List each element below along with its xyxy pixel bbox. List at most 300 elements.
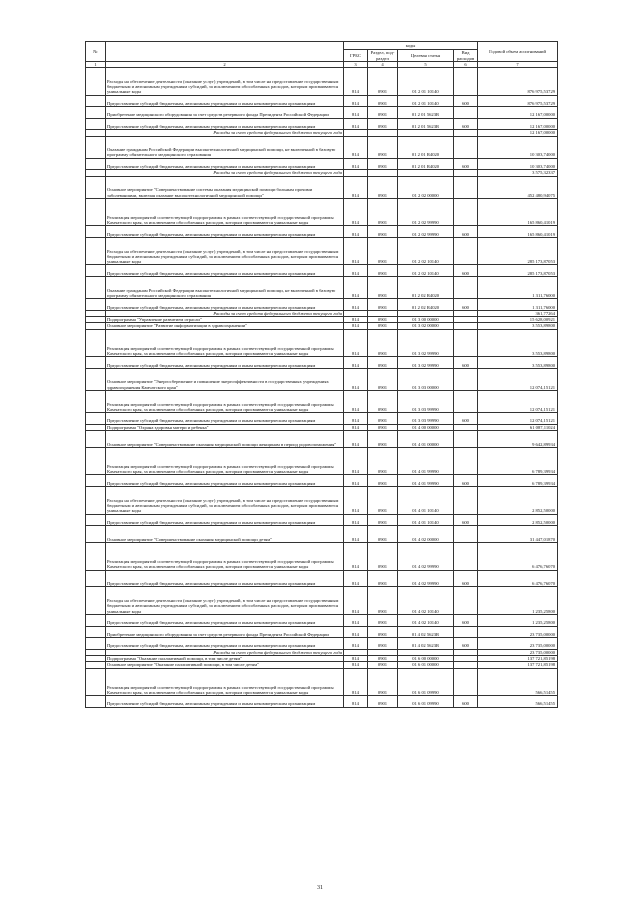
row-exp-type: 600: [454, 95, 478, 107]
row-number: [86, 543, 106, 571]
row-target: 01 2 02 10140: [398, 265, 454, 277]
table-row: [86, 107, 558, 119]
row-exp-type: 600: [454, 514, 478, 526]
row-target: 01 2 01 10140: [398, 95, 454, 107]
row-name: Оказание гражданам Российской Федерации высокотехнологичной медицинской помощи, не включенной в базовую программу обязательного медицинского страхования: [106, 136, 344, 158]
row-number: [86, 357, 106, 369]
row-grbs: 814: [344, 368, 368, 390]
row-amount: 6 789,39934: [478, 475, 558, 487]
row-name: Предоставление субсидий бюджетным, автономным учреждениям и иным некоммерческим организациям: [106, 265, 344, 277]
row-exp-type: [454, 176, 478, 198]
row-target: 01 2 02 R4020: [398, 277, 454, 299]
row-grbs: 814: [344, 638, 368, 650]
row-section: 0901: [368, 357, 398, 369]
row-amount: 12 074,15121: [478, 413, 558, 425]
row-amount: 12 167,00000: [478, 107, 558, 119]
column-number: 1: [86, 62, 106, 68]
row-amount: 15 628,00921: [478, 317, 558, 323]
row-amount: 31 447,01870: [478, 526, 558, 543]
row-amount: 10 303,74000: [478, 136, 558, 158]
row-section: 0901: [368, 226, 398, 238]
row-target: 01 2 02 99990: [398, 226, 454, 238]
row-name: Предоставление субсидий бюджетным, автономным учреждениям и иным некоммерческим организациям: [106, 413, 344, 425]
row-grbs: 814: [344, 136, 368, 158]
row-section: 0901: [368, 570, 398, 587]
row-target: 01 2 01 5623R: [398, 107, 454, 119]
row-section: 0901: [368, 368, 398, 390]
header-number: №: [86, 42, 106, 62]
row-amount: 1 235,25800: [478, 614, 558, 626]
row-section: 0901: [368, 323, 398, 329]
row-target: 01 4 02 00000: [398, 526, 454, 543]
row-name: Реализация мероприятий соответствующей подпрограммы в рамках соответствующей государственной программы Камчатского края, за исключением обособленных расходов, которым присваиваются уникальные коды: [106, 543, 344, 571]
row-exp-type: 600: [454, 265, 478, 277]
row-section: 0901: [368, 638, 398, 650]
table-row: [86, 543, 558, 571]
row-amount: 285 173,87053: [478, 237, 558, 265]
header-grbs: ГРБС: [344, 50, 368, 62]
row-section: 0901: [368, 136, 398, 158]
row-number: [86, 118, 106, 130]
table-row: [86, 329, 558, 357]
row-name: Предоставление субсидий бюджетным, автономным учреждениям и иным некоммерческим организациям: [106, 118, 344, 130]
table-row: [86, 475, 558, 487]
row-name: Оказание гражданам Российской Федерации высокотехнологичной медицинской помощи, не включенной в базовую программу обязательного медицинского страхования: [106, 277, 344, 299]
row-amount: 3 553,89800: [478, 329, 558, 357]
column-number: 2: [106, 62, 344, 68]
table-header: [86, 42, 558, 68]
row-grbs: 814: [344, 329, 368, 357]
row-name: Расходы за счет средств федерального бюджета текущего года: [106, 310, 344, 316]
table-row: [86, 68, 558, 96]
row-name: Предоставление субсидий бюджетным, автономным учреждениям и иным некоммерческим организациям: [106, 475, 344, 487]
row-grbs: 814: [344, 390, 368, 412]
row-number: [86, 68, 106, 96]
table-body: [86, 68, 558, 708]
header-section: Раздел, под-раздел: [368, 50, 398, 62]
row-grbs: 814: [344, 514, 368, 526]
row-grbs: 814: [344, 118, 368, 130]
row-section: 0901: [368, 431, 398, 448]
row-number: [86, 626, 106, 638]
column-number: 7: [478, 62, 558, 68]
table-row: [86, 614, 558, 626]
row-amount: 23 735,00000: [478, 638, 558, 650]
row-section: 0901: [368, 587, 398, 615]
row-section: 0901: [368, 514, 398, 526]
row-name: Расходы на обеспечение деятельности (оказание услуг) учреждений, в том числе на предоставление государственным бюджетным и автономным учреждениям субсидий, за исключением обособленных расходов, которым присваиваются уникальные коды: [106, 237, 344, 265]
row-exp-type: [454, 668, 478, 696]
table-row: [86, 198, 558, 226]
row-number: [86, 368, 106, 390]
row-grbs: 814: [344, 95, 368, 107]
row-number: [86, 413, 106, 425]
row-target: 01 2 02 R4020: [398, 299, 454, 311]
row-number: [86, 696, 106, 708]
row-name: Расходы на обеспечение деятельности (оказание услуг) учреждений, в том числе на предоставление государственным бюджетным и автономным учреждениям субсидий, за исключением обособленных расходов, которым присваиваются уникальные коды: [106, 68, 344, 96]
row-exp-type: 600: [454, 570, 478, 587]
table-row: [86, 357, 558, 369]
table-row: [86, 390, 558, 412]
row-amount: 3 575,32337: [478, 170, 558, 176]
row-section: 0901: [368, 526, 398, 543]
row-grbs: 814: [344, 357, 368, 369]
row-exp-type: 600: [454, 614, 478, 626]
row-target: 01 2 01 5623R: [398, 118, 454, 130]
row-target: 01 4 01 10140: [398, 514, 454, 526]
row-section: 0901: [368, 95, 398, 107]
row-name: Основное мероприятие "Энергосбережение и повышение энергоэффективности в государственных учреждениях здравоохранения Камчатского края": [106, 368, 344, 390]
row-grbs: 814: [344, 424, 368, 430]
row-amount: 3 553,89800: [478, 323, 558, 329]
row-number: [86, 265, 106, 277]
row-target: 01 6 01 00000: [398, 662, 454, 668]
row-name: Приобретение медицинского оборудования за счет средств резервного фонда Президента Российской Федерации: [106, 107, 344, 119]
row-section: 0901: [368, 413, 398, 425]
row-exp-type: [454, 107, 478, 119]
row-grbs: 814: [344, 475, 368, 487]
row-target: 01 3 03 99990: [398, 390, 454, 412]
row-section: 0901: [368, 277, 398, 299]
row-target: 01 3 02 99990: [398, 329, 454, 357]
table-row: [86, 118, 558, 130]
header-name: [106, 42, 344, 62]
row-amount: 165 860,41019: [478, 226, 558, 238]
row-exp-type: [454, 277, 478, 299]
row-exp-type: 600: [454, 357, 478, 369]
row-section: 0901: [368, 662, 398, 668]
row-name: Предоставление субсидий бюджетным, автономным учреждениям и иным некоммерческим организациям: [106, 299, 344, 311]
row-section: 0901: [368, 487, 398, 515]
row-amount: 1 235,25800: [478, 587, 558, 615]
row-name: Реализация мероприятий соответствующей подпрограммы в рамках соответствующей государственной программы Камчатского края, за исключением обособленных расходов, которым присваиваются уникальные коды: [106, 447, 344, 475]
row-target: 01 4 02 5623R: [398, 638, 454, 650]
table-row: [86, 265, 558, 277]
header-codes: коды: [344, 42, 478, 50]
table-row: [86, 570, 558, 587]
row-grbs: 814: [344, 526, 368, 543]
row-name: Предоставление субсидий бюджетным, автономным учреждениям и иным некоммерческим организациям: [106, 638, 344, 650]
row-amount: 9 642,89934: [478, 431, 558, 448]
row-name: Подпрограмма "Управление развитием отрасли": [106, 317, 344, 323]
table-row: [86, 413, 558, 425]
row-number: [86, 668, 106, 696]
row-grbs: 814: [344, 198, 368, 226]
row-section: 0901: [368, 390, 398, 412]
row-target: 01 3 03 99990: [398, 413, 454, 425]
header-amount: Годовой объем ассигнований: [478, 42, 558, 62]
row-name: Основное мероприятие "Развитие информатизации в здравоохранении": [106, 323, 344, 329]
row-exp-type: [454, 390, 478, 412]
row-name: Реализация мероприятий соответствующей подпрограммы в рамках соответствующей государственной программы Камчатского края, за исключением обособленных расходов, которым присваиваются уникальные коды: [106, 329, 344, 357]
row-exp-type: 600: [454, 158, 478, 170]
row-target: 01 3 00 00000: [398, 317, 454, 323]
row-exp-type: [454, 626, 478, 638]
table-row: [86, 368, 558, 390]
row-grbs: 814: [344, 668, 368, 696]
row-number: [86, 447, 106, 475]
row-amount: 452 480,94075: [478, 176, 558, 198]
row-exp-type: [454, 198, 478, 226]
row-exp-type: [454, 237, 478, 265]
row-section: 0901: [368, 198, 398, 226]
row-grbs: 814: [344, 587, 368, 615]
row-name: Приобретение медицинского оборудования за счет средств резервного фонда Президента Российской Федерации: [106, 626, 344, 638]
column-number: 6: [454, 62, 478, 68]
row-amount: 12 167,00000: [478, 118, 558, 130]
row-amount: 165 860,41019: [478, 198, 558, 226]
table-row: [86, 487, 558, 515]
row-number: [86, 526, 106, 543]
row-exp-type: [454, 68, 478, 96]
row-amount: 12 074,15121: [478, 368, 558, 390]
row-target: 01 2 02 10140: [398, 237, 454, 265]
row-target: 01 4 00 00000: [398, 424, 454, 430]
table-row: [86, 696, 558, 708]
row-exp-type: [454, 447, 478, 475]
row-amount: 2 852,50000: [478, 487, 558, 515]
row-number: [86, 431, 106, 448]
row-exp-type: 600: [454, 696, 478, 708]
table-row: [86, 447, 558, 475]
row-name: Расходы за счет средств федерального бюджета текущего года: [106, 649, 344, 655]
column-number: 4: [368, 62, 398, 68]
row-amount: 61 087,11024: [478, 424, 558, 430]
row-target: 01 6 01 09990: [398, 668, 454, 696]
table-row: [86, 526, 558, 543]
row-grbs: 814: [344, 68, 368, 96]
row-target: 01 4 02 5623R: [398, 626, 454, 638]
table-row: [86, 277, 558, 299]
row-section: 0901: [368, 424, 398, 430]
row-grbs: 814: [344, 487, 368, 515]
row-name: Расходы на обеспечение деятельности (оказание услуг) учреждений, в том числе на предоставление государственным бюджетным и автономным учреждениям субсидий, за исключением обособленных расходов, которым присваиваются уникальные коды: [106, 487, 344, 515]
row-section: 0901: [368, 668, 398, 696]
row-number: [86, 638, 106, 650]
row-section: 0901: [368, 299, 398, 311]
row-target: 01 2 01 R4020: [398, 136, 454, 158]
page-number: 31: [317, 885, 323, 891]
row-number: [86, 299, 106, 311]
row-name: Основное мероприятие "Совершенствование оказания медицинской помощи детям": [106, 526, 344, 543]
row-exp-type: [454, 329, 478, 357]
row-amount: 1 311,76000: [478, 299, 558, 311]
row-amount: 10 303,74000: [478, 158, 558, 170]
row-amount: 566,51455: [478, 696, 558, 708]
row-name: Реализация мероприятий соответствующей подпрограммы в рамках соответствующей государственной программы Камчатского края, за исключением обособленных расходов, которым присваиваются уникальные коды: [106, 390, 344, 412]
header-target: Целевая статья: [398, 50, 454, 62]
row-section: 0901: [368, 176, 398, 198]
row-name: Предоставление субсидий бюджетным, автономным учреждениям и иным некоммерческим организациям: [106, 570, 344, 587]
row-target: 01 4 02 99990: [398, 570, 454, 587]
row-name: Предоставление субсидий бюджетным, автономным учреждениям и иным некоммерческим организациям: [106, 514, 344, 526]
row-exp-type: [454, 543, 478, 571]
row-target: 01 6 00 00000: [398, 656, 454, 662]
row-name: Предоставление субсидий бюджетным, автономным учреждениям и иным некоммерческим организациям: [106, 696, 344, 708]
table-row: [86, 587, 558, 615]
row-grbs: 814: [344, 158, 368, 170]
row-target: 01 6 01 09990: [398, 696, 454, 708]
row-amount: 137 721,85198: [478, 662, 558, 668]
row-grbs: 814: [344, 176, 368, 198]
row-grbs: 814: [344, 323, 368, 329]
row-name: Предоставление субсидий бюджетным, автономным учреждениям и иным некоммерческим организациям: [106, 158, 344, 170]
row-name: Предоставление субсидий бюджетным, автономным учреждениям и иным некоммерческим организациям: [106, 357, 344, 369]
row-amount: 23 735,00000: [478, 626, 558, 638]
row-target: 01 4 01 00000: [398, 431, 454, 448]
row-target: 01 4 02 99990: [398, 543, 454, 571]
row-target: 01 4 02 10140: [398, 614, 454, 626]
row-amount: 23 735,00000: [478, 649, 558, 655]
table-row: [86, 176, 558, 198]
row-section: 0901: [368, 68, 398, 96]
row-target: 01 4 01 10140: [398, 487, 454, 515]
row-number: [86, 95, 106, 107]
row-exp-type: [454, 431, 478, 448]
column-number: 3: [344, 62, 368, 68]
row-number: [86, 176, 106, 198]
row-number: [86, 475, 106, 487]
row-number: [86, 570, 106, 587]
row-name: Подпрограмма "Охрана здоровья матери и ребенка": [106, 424, 344, 430]
row-name: Основное мероприятие "Совершенствование оказания медицинской помощи женщинам в период родовспоможения": [106, 431, 344, 448]
row-grbs: 814: [344, 696, 368, 708]
row-name: Основное мероприятие "Совершенствование системы оказания медицинской помощи больным прочими заболеваниями, включая оказание высокотехнологичной медицинской помощи": [106, 176, 344, 198]
row-number: [86, 158, 106, 170]
row-amount: 1 311,76000: [478, 277, 558, 299]
row-number: [86, 226, 106, 238]
row-grbs: 814: [344, 662, 368, 668]
table-row: [86, 514, 558, 526]
row-exp-type: 600: [454, 299, 478, 311]
row-amount: 566,51455: [478, 668, 558, 696]
row-grbs: 814: [344, 614, 368, 626]
row-target: 01 2 01 10140: [398, 68, 454, 96]
row-grbs: 814: [344, 265, 368, 277]
row-name: Расходы за счет средств федерального бюджета текущего года: [106, 170, 344, 176]
row-section: 0901: [368, 158, 398, 170]
row-exp-type: 600: [454, 413, 478, 425]
row-amount: 6 476,76070: [478, 570, 558, 587]
row-section: 0901: [368, 543, 398, 571]
row-grbs: 814: [344, 299, 368, 311]
row-name: Предоставление субсидий бюджетным, автономным учреждениям и иным некоммерческим организациям: [106, 226, 344, 238]
row-target: 01 2 01 R4020: [398, 158, 454, 170]
row-section: 0901: [368, 696, 398, 708]
row-grbs: 814: [344, 626, 368, 638]
table-row: [86, 626, 558, 638]
row-amount: 3 553,89800: [478, 357, 558, 369]
table-row: [86, 158, 558, 170]
row-exp-type: 600: [454, 226, 478, 238]
row-name: Реализация мероприятий соответствующей подпрограммы в рамках соответствующей государственной программы Камчатского края, за исключением обособленных расходов, которым присваиваются уникальные коды: [106, 668, 344, 696]
row-section: 0901: [368, 614, 398, 626]
column-number: 5: [398, 62, 454, 68]
row-amount: 6 476,76070: [478, 543, 558, 571]
row-section: 0901: [368, 107, 398, 119]
row-name: Расходы на обеспечение деятельности (оказание услуг) учреждений, в том числе на предоставление государственным бюджетным и автономным учреждениям субсидий, за исключением обособленных расходов, которым присваиваются уникальные коды: [106, 587, 344, 615]
row-target: 01 4 01 99990: [398, 475, 454, 487]
row-number: [86, 107, 106, 119]
row-grbs: 814: [344, 543, 368, 571]
row-target: 01 3 02 00000: [398, 323, 454, 329]
table-row: [86, 431, 558, 448]
header-exp-type: Вид расходов: [454, 50, 478, 62]
row-section: 0901: [368, 656, 398, 662]
row-number: [86, 587, 106, 615]
row-number: [86, 487, 106, 515]
row-number: [86, 136, 106, 158]
row-exp-type: 600: [454, 638, 478, 650]
table-row: [86, 95, 558, 107]
row-number: [86, 329, 106, 357]
row-grbs: 814: [344, 656, 368, 662]
row-grbs: 814: [344, 317, 368, 323]
row-amount: 12 074,15121: [478, 390, 558, 412]
row-grbs: 814: [344, 570, 368, 587]
row-name: Предоставление субсидий бюджетным, автономным учреждениям и иным некоммерческим организациям: [106, 95, 344, 107]
row-number: [86, 237, 106, 265]
row-section: 0901: [368, 475, 398, 487]
row-section: 0901: [368, 118, 398, 130]
row-amount: 137 721,85198: [478, 656, 558, 662]
row-grbs: 814: [344, 431, 368, 448]
table-row: [86, 237, 558, 265]
row-name: Предоставление субсидий бюджетным, автономным учреждениям и иным некоммерческим организациям: [106, 614, 344, 626]
row-name: Расходы за счет средств федерального бюджета текущего года: [106, 130, 344, 136]
row-amount: 876 975,53729: [478, 68, 558, 96]
row-target: 01 2 02 99990: [398, 198, 454, 226]
row-target: 01 4 01 99990: [398, 447, 454, 475]
row-name: Реализация мероприятий соответствующей подпрограммы в рамках соответствующей государственной программы Камчатского края, за исключением обособленных расходов, которым присваиваются уникальные коды: [106, 198, 344, 226]
row-exp-type: [454, 487, 478, 515]
row-amount: 876 975,53729: [478, 95, 558, 107]
row-exp-type: 600: [454, 475, 478, 487]
row-exp-type: [454, 587, 478, 615]
row-number: [86, 390, 106, 412]
row-section: 0901: [368, 329, 398, 357]
budget-page: [85, 41, 557, 708]
row-number: [86, 198, 106, 226]
row-section: 0901: [368, 626, 398, 638]
row-amount: 361,77264: [478, 310, 558, 316]
row-exp-type: [454, 368, 478, 390]
row-name: Подпрограмма "Оказание паллиативной помощи, в том числе детям": [106, 656, 344, 662]
row-section: 0901: [368, 317, 398, 323]
row-target: 01 3 03 00000: [398, 368, 454, 390]
row-target: 01 3 02 99990: [398, 357, 454, 369]
table-row: [86, 136, 558, 158]
row-grbs: 814: [344, 226, 368, 238]
table-row: [86, 668, 558, 696]
row-target: 01 4 02 10140: [398, 587, 454, 615]
row-grbs: 814: [344, 413, 368, 425]
row-section: 0901: [368, 237, 398, 265]
row-name: Основное мероприятие "Оказание паллиативной помощи, в том числе детям": [106, 662, 344, 668]
row-amount: 285 173,87053: [478, 265, 558, 277]
row-exp-type: 600: [454, 118, 478, 130]
row-amount: 6 789,39934: [478, 447, 558, 475]
row-grbs: 814: [344, 107, 368, 119]
budget-table: [85, 41, 558, 708]
row-grbs: 814: [344, 277, 368, 299]
row-amount: 2 852,50000: [478, 514, 558, 526]
row-target: 01 2 02 00000: [398, 176, 454, 198]
row-section: 0901: [368, 265, 398, 277]
row-number: [86, 514, 106, 526]
table-row: [86, 226, 558, 238]
row-exp-type: [454, 136, 478, 158]
